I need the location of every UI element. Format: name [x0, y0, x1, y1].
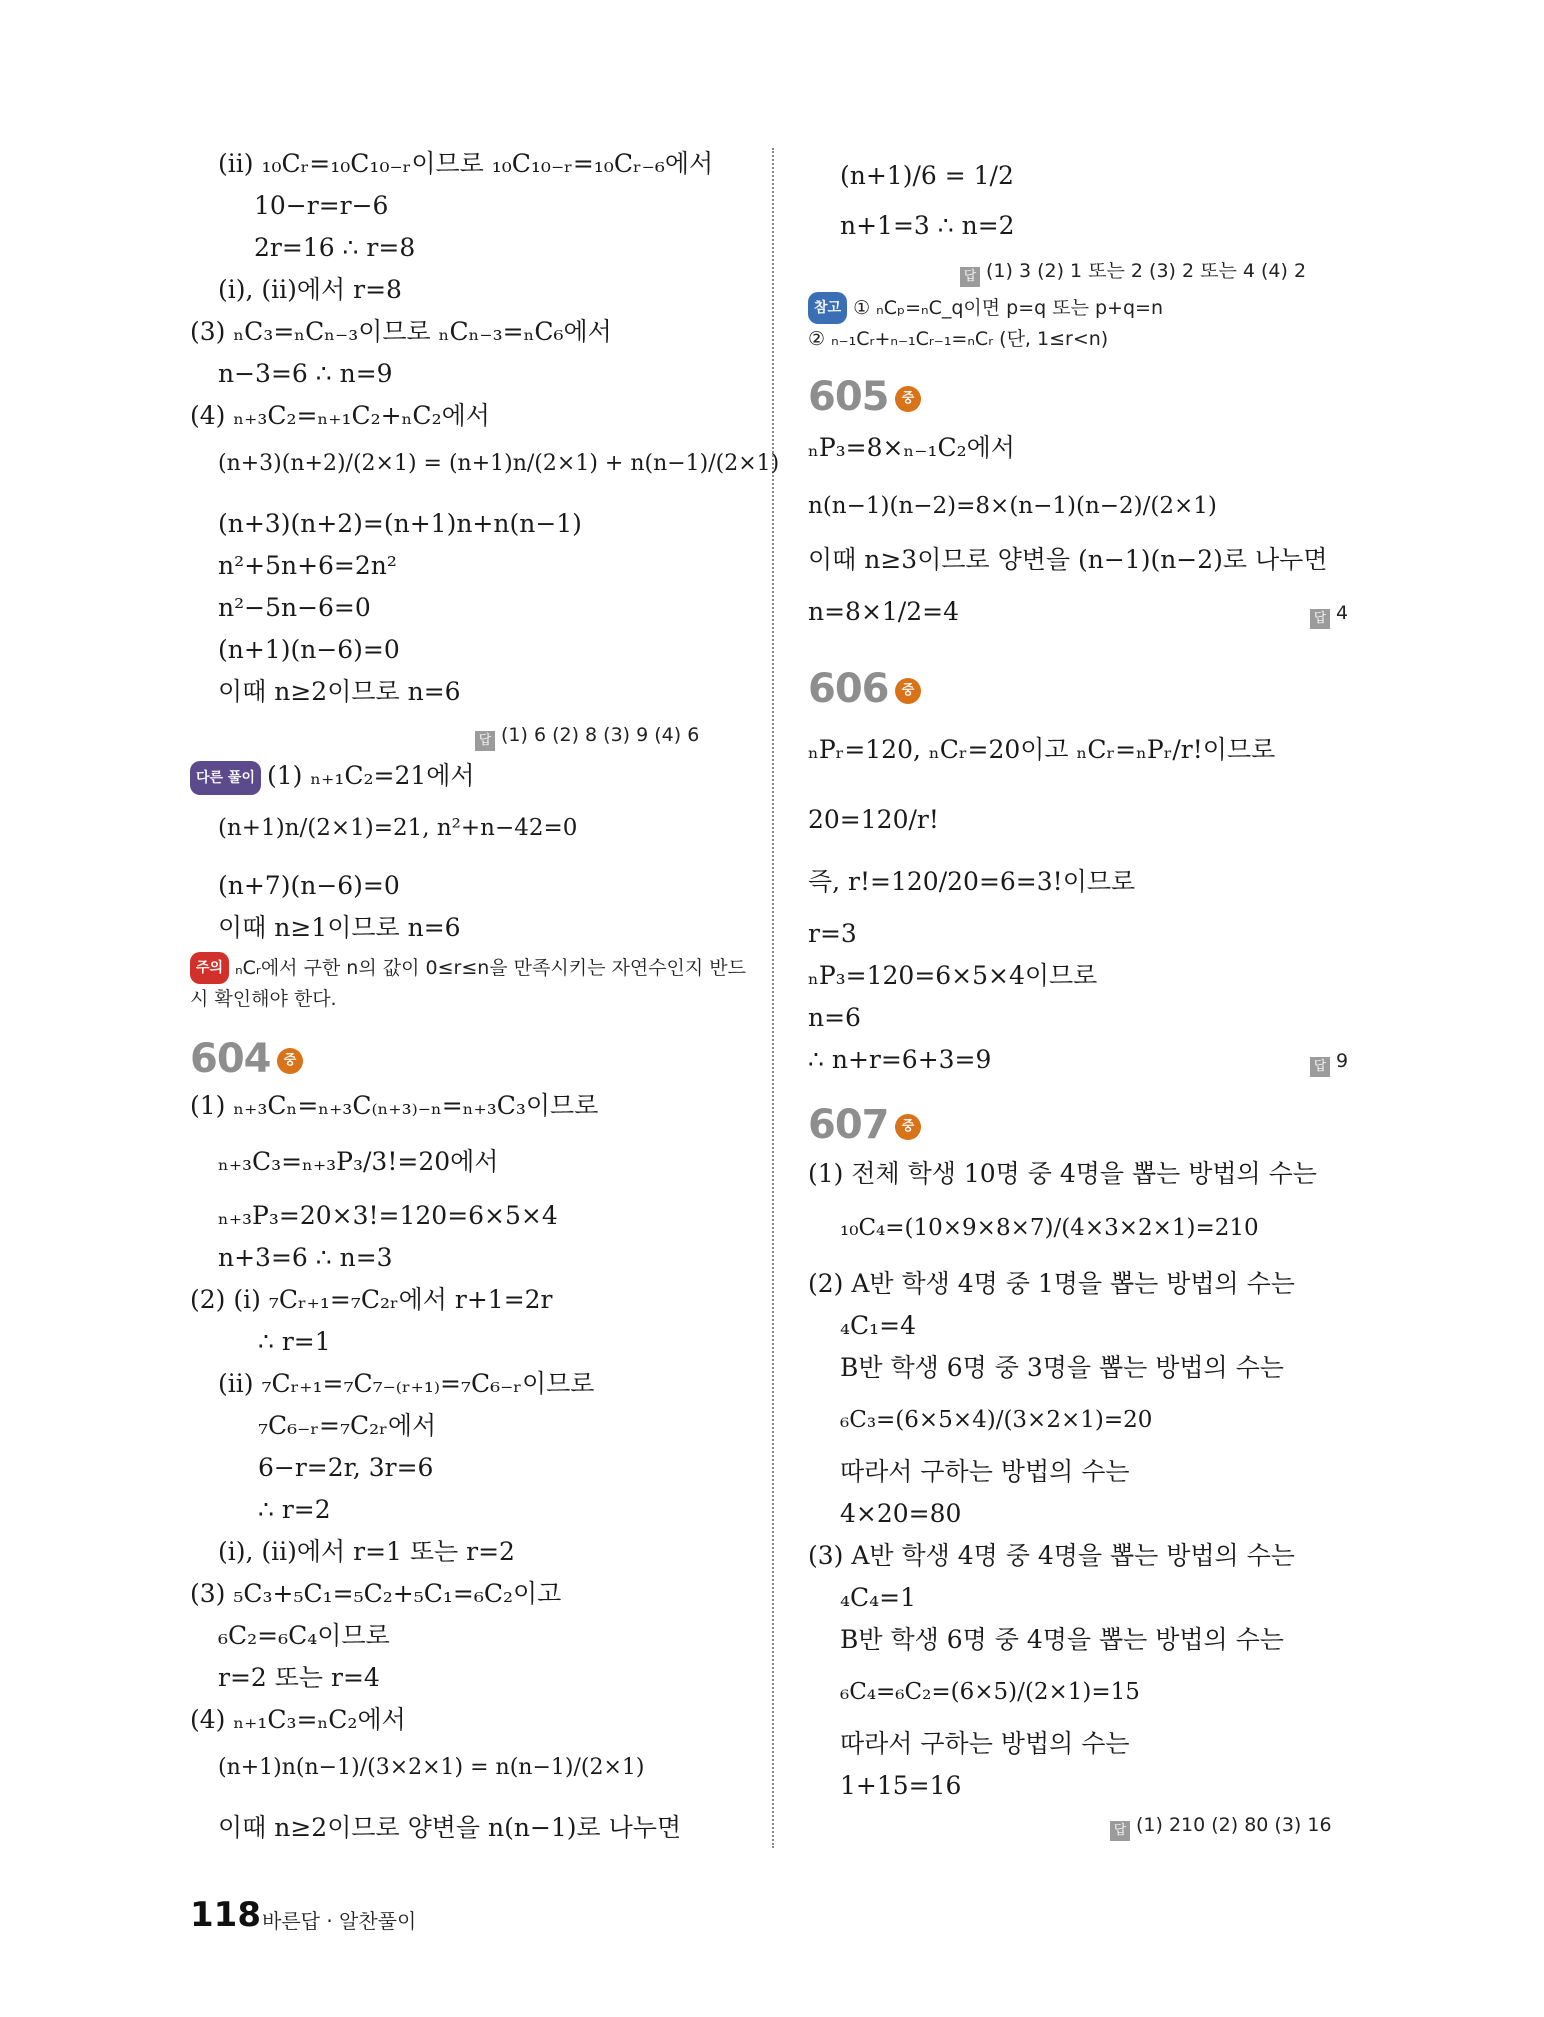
solution-line: (n+1)(n−6)=0 — [218, 635, 400, 664]
solution-line: ∴ r=2 — [258, 1495, 331, 1524]
answer-line: 답 (1) 3 (2) 1 또는 2 (3) 2 또는 4 (4) 2 — [960, 256, 1306, 287]
alt-solution-badge: 다른 풀이 — [190, 761, 261, 795]
solution-line: (n+3)(n+2)/(2×1) = (n+1)n/(2×1) + n(n−1)/(2×1) — [218, 451, 780, 476]
warning-badge: 주의 — [190, 952, 229, 984]
solution-line: ₙP₃=120=6×5×4이므로 — [808, 961, 1098, 990]
answer-icon: 답 — [1310, 609, 1330, 629]
level-badge: 중 — [895, 386, 921, 412]
solution-line: n=8×1/2=4 — [808, 597, 959, 626]
solution-line: 즉, r!=120/20=6=3!이므로 — [808, 867, 1136, 896]
solution-line: (3) ₙC₃=ₙCₙ₋₃이므로 ₙCₙ₋₃=ₙC₆에서 — [190, 317, 612, 346]
solution-line: (ⅰ), (ⅱ)에서 r=8 — [218, 275, 402, 304]
answer-line: 답 (1) 6 (2) 8 (3) 9 (4) 6 — [475, 724, 699, 751]
solution-line: r=2 또는 r=4 — [218, 1663, 380, 1692]
reference-note: 참고 ① ₙCₚ=ₙC_q이면 p=q 또는 p+q=n ② ₙ₋₁Cᵣ+ₙ₋₁Cᵣ₋₁=ₙCᵣ (단, 1≤r<n) — [808, 292, 1368, 354]
solution-line: (ⅰ), (ⅱ)에서 r=1 또는 r=2 — [218, 1537, 515, 1566]
solution-line: ₇C₆₋ᵣ=₇C₂ᵣ에서 — [258, 1411, 437, 1440]
solution-line: 이때 n≥1이므로 n=6 — [218, 913, 461, 942]
footer-title: 바른답 · 알찬풀이 — [262, 1909, 417, 1933]
question-number: 605 중 — [808, 374, 921, 420]
solution-line: (ⅱ) ₁₀Cᵣ=₁₀C₁₀₋ᵣ이므로 ₁₀C₁₀₋ᵣ=₁₀Cᵣ₋₆에서 — [218, 149, 714, 178]
solution-line: (3) ₅C₃+₅C₁=₅C₂+₅C₁=₆C₂이고 — [190, 1579, 562, 1608]
level-badge: 중 — [277, 1048, 303, 1074]
answer-icon: 답 — [960, 267, 980, 287]
solution-line: 이때 n≥2이므로 n=6 — [218, 677, 461, 706]
question-number: 606 중 — [808, 666, 921, 712]
answer-icon: 답 — [475, 731, 495, 751]
solution-line: (4) ₙ₊₁C₃=ₙC₂에서 — [190, 1705, 406, 1734]
solution-line: 1+15=16 — [840, 1771, 962, 1800]
solution-line: ₆C₃=(6×5×4)/(3×2×1)=20 — [840, 1407, 1153, 1433]
solution-line: (1) 전체 학생 10명 중 4명을 뽑는 방법의 수는 — [808, 1159, 1317, 1188]
solution-line: (n+1)n(n−1)/(3×2×1) = n(n−1)/(2×1) — [218, 1755, 645, 1780]
solution-line: (n+3)(n+2)=(n+1)n+n(n−1) — [218, 509, 582, 538]
solution-line: 이때 n≥2이므로 양변을 n(n−1)로 나누면 — [218, 1813, 682, 1842]
solution-line: (2) A반 학생 4명 중 1명을 뽑는 방법의 수는 — [808, 1269, 1295, 1298]
solution-line: n=6 — [808, 1003, 861, 1032]
solution-line: n(n−1)(n−2)=8×(n−1)(n−2)/(2×1) — [808, 493, 1217, 519]
solution-line: 6−r=2r, 3r=6 — [258, 1453, 434, 1482]
solution-line: 10−r=r−6 — [254, 191, 389, 220]
solution-line: 따라서 구하는 방법의 수는 — [840, 1457, 1130, 1486]
solution-line: ₄C₁=4 — [840, 1311, 917, 1340]
solution-line: (n+7)(n−6)=0 — [218, 871, 400, 900]
solution-line: ₙPᵣ=120, ₙCᵣ=20이고 ₙCᵣ=ₙPᵣ/r!이므로 — [808, 735, 1276, 764]
solution-line: ∴ n+r=6+3=9 — [808, 1045, 992, 1074]
solution-line: ₄C₄=1 — [840, 1583, 917, 1612]
answer-icon: 답 — [1110, 1821, 1130, 1841]
solution-line: n+3=6 ∴ n=3 — [218, 1243, 393, 1272]
solution-line: (3) A반 학생 4명 중 4명을 뽑는 방법의 수는 — [808, 1541, 1295, 1570]
answer-icon: 답 — [1310, 1057, 1330, 1077]
question-number: 604 중 — [190, 1036, 303, 1082]
level-badge: 중 — [895, 1114, 921, 1140]
solution-line: ₙP₃=8×ₙ₋₁C₂에서 — [808, 433, 1015, 462]
solution-line: ₆C₂=₆C₄이므로 — [218, 1621, 390, 1650]
level-badge: 중 — [895, 678, 921, 704]
solution-line: r=3 — [808, 919, 857, 948]
solution-line: n²+5n+6=2n² — [218, 551, 397, 580]
solution-line: 4×20=80 — [840, 1499, 962, 1528]
answer-line: 답 4 — [1310, 602, 1348, 629]
column-divider — [772, 148, 774, 1848]
solution-line: ₆C₄=₆C₂=(6×5)/(2×1)=15 — [840, 1679, 1140, 1705]
solution-line: ∴ r=1 — [258, 1327, 331, 1356]
solution-line: (2) (ⅰ) ₇Cᵣ₊₁=₇C₂ᵣ에서 r+1=2r — [190, 1285, 553, 1314]
solution-line: ₁₀C₄=(10×9×8×7)/(4×3×2×1)=210 — [840, 1215, 1259, 1241]
solution-line: n²−5n−6=0 — [218, 593, 371, 622]
solution-line: 2r=16 ∴ r=8 — [254, 233, 416, 262]
answer-line: 답 (1) 210 (2) 80 (3) 16 — [1110, 1814, 1332, 1841]
question-number: 607 중 — [808, 1102, 921, 1148]
solution-line: B반 학생 6명 중 3명을 뽑는 방법의 수는 — [840, 1353, 1284, 1382]
solution-line: n+1=3 ∴ n=2 — [840, 211, 1015, 240]
alt-solution-header: 다른 풀이 (1) ₙ₊₁C₂=21에서 — [190, 760, 475, 795]
solution-line: (n+1)n/(2×1)=21, n²+n−42=0 — [218, 815, 578, 841]
solution-line: ₙ₊₃P₃=20×3!=120=6×5×4 — [218, 1201, 558, 1230]
solution-line: n−3=6 ∴ n=9 — [218, 359, 393, 388]
solution-line: 이때 n≥3이므로 양변을 (n−1)(n−2)로 나누면 — [808, 545, 1328, 574]
solution-line: (4) ₙ₊₃C₂=ₙ₊₁C₂+ₙC₂에서 — [190, 401, 490, 430]
solution-line: B반 학생 6명 중 4명을 뽑는 방법의 수는 — [840, 1625, 1284, 1654]
warning-note: 주의 ₙCᵣ에서 구한 n의 값이 0≤r≤n을 만족시키는 자연수인지 반드시 확인해야 한다. — [190, 952, 750, 1014]
page-number: 118 — [190, 1895, 261, 1935]
solution-line: (1) ₙ₊₃Cₙ=ₙ₊₃C₍ₙ₊₃₎₋ₙ=ₙ₊₃C₃이므로 — [190, 1091, 599, 1120]
solution-line: ₙ₊₃C₃=ₙ₊₃P₃/3!=20에서 — [218, 1147, 499, 1176]
answer-line: 답 9 — [1310, 1050, 1348, 1077]
solution-line: (n+1)/6 = 1/2 — [840, 161, 1014, 190]
solution-line: 따라서 구하는 방법의 수는 — [840, 1729, 1130, 1758]
solution-line: 20=120/r! — [808, 805, 939, 834]
solution-line: (ⅱ) ₇Cᵣ₊₁=₇C₇₋₍ᵣ₊₁₎=₇C₆₋ᵣ이므로 — [218, 1369, 595, 1398]
reference-badge: 참고 — [808, 292, 847, 324]
